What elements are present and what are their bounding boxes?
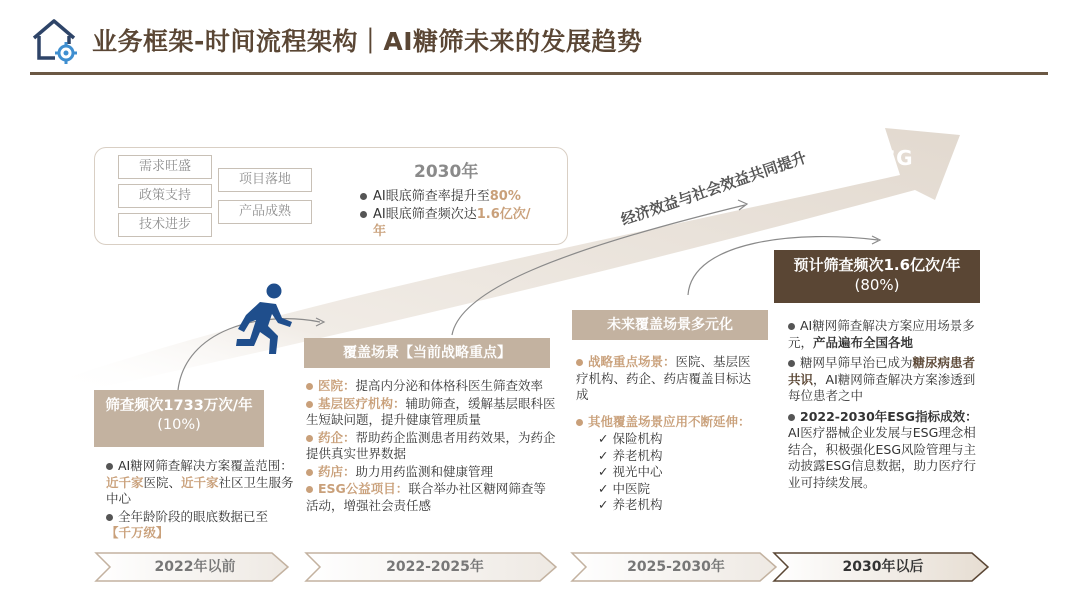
goal-2030-b1-value: 80% <box>489 189 521 204</box>
goal-2030-b2-value: 1.6亿次/ <box>476 207 531 222</box>
stage2-item-esg <box>306 481 556 514</box>
item-label: 药企： <box>318 429 356 445</box>
stage1-p2-highlight: 【千万级】 <box>106 525 169 540</box>
stage2-details <box>306 378 556 515</box>
list-item: ✓ 养老机构 <box>598 447 663 463</box>
stage1-frequency: 筛查频次1733万次/年 <box>105 398 253 414</box>
stage1-point-1 <box>106 458 296 508</box>
item-text: 助力用药监测和健康管理 <box>355 463 494 479</box>
stage3-headline-box: 未来覆盖场景多元化 <box>572 310 768 340</box>
item-text: 辅助筛查，缓解基层眼科医生短缺问题，提升健康管理质量 <box>306 395 556 427</box>
stage1-p1-highlight2: 近千家 <box>181 474 219 490</box>
list-item: ✓ 养老机构 <box>598 497 663 512</box>
item-label: 其他覆盖场景应用不断延伸： <box>588 413 751 429</box>
bullet-dot <box>788 360 795 367</box>
stage3-other-scenes <box>576 414 762 431</box>
bullet-dot <box>306 469 313 476</box>
goal-2030-bullet-2 <box>360 206 560 240</box>
stage4-point-3 <box>788 409 978 492</box>
bullet-dot <box>306 383 313 390</box>
stage2-item-pharma <box>306 430 556 463</box>
stage3-strategic-scene <box>576 354 762 404</box>
tag-tech: 技术进步 <box>118 213 212 237</box>
tag-project: 项目落地 <box>218 168 312 192</box>
bullet-dot <box>306 401 313 408</box>
timeline-label-3: 2025-2030年 <box>627 559 725 575</box>
bullet-dot <box>788 414 795 421</box>
item-label: 战略重点场景： <box>588 354 676 369</box>
timeline-label-2: 2022-2025年 <box>386 559 484 575</box>
bullet-dot <box>306 486 313 493</box>
goal-2030-bullet-1 <box>360 188 560 205</box>
item-text: 联合举办社区糖网筛查等活动，增强社会责任感 <box>306 481 546 513</box>
item-emphasis: 产品遍布全国各地 <box>813 334 914 350</box>
stage1-p1-text2: 医院、 <box>143 474 182 490</box>
stage4-percent: (80%) <box>854 276 900 294</box>
tag-demand: 需求旺盛 <box>118 155 212 179</box>
arrow-end-label: ESG <box>868 146 913 170</box>
tag-policy: 政策支持 <box>118 184 212 208</box>
item-label: 基层医疗机构： <box>318 395 406 411</box>
bullet-dot <box>360 211 367 218</box>
stage3-details <box>576 354 762 514</box>
stage4-headline-box <box>774 250 980 303</box>
stage3-scene-list <box>576 431 762 514</box>
list-item: ✓ 保险机构 <box>598 431 663 446</box>
stage4-details <box>788 318 978 492</box>
item-text: 提高内分泌和体格科医生筛查效率 <box>355 378 544 393</box>
bullet-dot <box>576 419 583 426</box>
stage2-item-pharmacy <box>306 464 556 481</box>
stage2-item-hospital <box>306 378 556 395</box>
page-title: 业务框架-时间流程架构｜AI糖筛未来的发展趋势 <box>92 27 643 56</box>
timeline-label-4: 2030年以后 <box>842 559 924 575</box>
stage4-point-2 <box>788 355 978 405</box>
goal-2030-year: 2030年 <box>414 162 479 182</box>
item-label: ESG公益项目： <box>318 481 409 496</box>
item-text: 帮助药企监测患者用药效果，为药企提供真实世界数据 <box>306 429 556 461</box>
stage4-point-1 <box>788 318 978 351</box>
list-item: ✓ 视光中心 <box>598 464 663 479</box>
arrow-slogan: 经济效益与社会效益共同提升 <box>618 148 809 229</box>
goal-2030-b2-tail: 年 <box>373 224 387 239</box>
item-label: 药店： <box>318 463 356 479</box>
stage1-p1-text3: 社区卫生服务中心 <box>106 474 294 506</box>
item-text: 医院、基层医疗机构、药企、药店覆盖目标达成 <box>576 354 752 402</box>
item-text: 糖网早筛早治已成为 <box>800 355 913 370</box>
stage4-frequency: 预计筛查频次1.6亿次/年 <box>793 256 961 274</box>
bullet-dot <box>106 514 113 521</box>
item-label: 医院： <box>318 378 356 393</box>
tag-product: 产品成熟 <box>218 200 312 224</box>
running-man-icon <box>230 282 296 364</box>
goal-2030-b1-text: AI眼底筛查率提升至 <box>373 189 490 204</box>
goal-2030-b2-text: AI眼底筛查频次达 <box>373 207 477 222</box>
stage2-item-primary-care <box>306 396 556 429</box>
stage2-headline-box: 覆盖场景【当前战略重点】 <box>304 338 550 368</box>
stage1-details <box>106 458 296 543</box>
bullet-dot <box>576 359 583 366</box>
stage1-p1-text: AI糖网筛查解决方案覆盖范围： <box>118 458 293 473</box>
stage1-headline-box <box>94 390 264 447</box>
list-item: ✓ 中医院 <box>598 480 650 496</box>
item-text: AI糖网筛查解决方案应用场景多元， <box>788 318 975 350</box>
timeline-label-1: 2022年以前 <box>154 559 236 575</box>
stage1-p2-text: 全年龄阶段的眼底数据已至 <box>118 508 269 524</box>
bullet-dot <box>106 463 113 470</box>
stage1-percent: (10%) <box>157 417 201 433</box>
bullet-dot <box>788 323 795 330</box>
item-text: AI医疗器械企业发展与ESG理念相结合，积极强化ESG风险管理与主动披露ESG信息数据，助力医疗行业可持续发展。 <box>788 425 977 490</box>
stage1-point-2 <box>106 509 296 542</box>
item-emphasis: 糖尿病患者共识 <box>788 355 976 387</box>
item-emphasis: 2022-2030年ESG指标成效： <box>800 408 978 424</box>
bullet-dot <box>306 435 313 442</box>
bullet-dot <box>360 193 367 200</box>
item-text2: ，AI糖网筛查解决方案渗透到每位患者之中 <box>788 371 976 403</box>
stage1-p1-highlight1: 近千家 <box>106 474 144 490</box>
